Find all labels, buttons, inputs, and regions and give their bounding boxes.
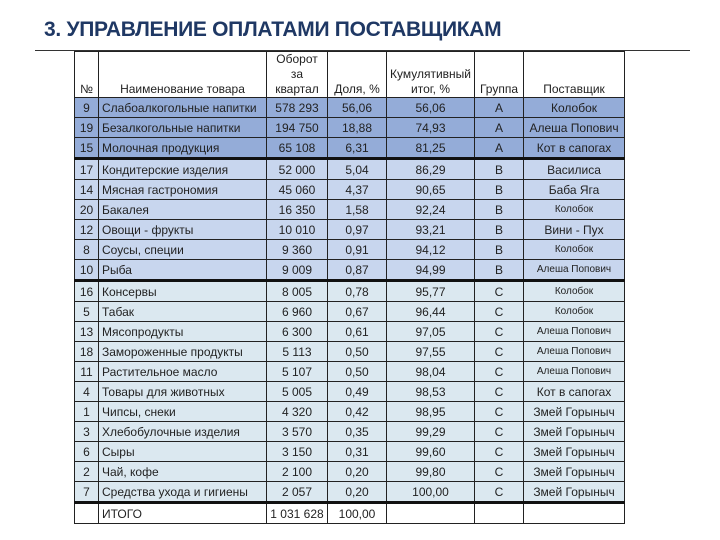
group: C [475,322,524,342]
row-number: 17 [75,159,99,180]
share: 56,06 [328,98,387,118]
group: C [475,482,524,503]
share: 0,20 [328,482,387,503]
turnover: 45 060 [267,180,328,200]
group: B [475,240,524,260]
cumulative: 99,80 [387,462,475,482]
total-row [75,503,625,524]
cumulative: 92,24 [387,200,475,220]
cumulative: 100,00 [387,482,475,503]
product-name: Чай, кофе [99,462,267,482]
table-row [75,322,625,342]
row-number: 3 [75,422,99,442]
total-turnover: 1 031 628 [267,503,328,524]
header-number: № [75,52,99,98]
share: 0,91 [328,240,387,260]
product-name: Средства ухода и гигиены [99,482,267,503]
table-row [75,281,625,302]
empty-cell [475,503,524,524]
share: 0,31 [328,442,387,462]
share: 0,49 [328,382,387,402]
table-row [75,402,625,422]
table-row [75,362,625,382]
product-name: Кондитерские изделия [99,159,267,180]
group: B [475,180,524,200]
row-number: 10 [75,260,99,281]
cumulative: 99,29 [387,422,475,442]
supplier: Змей Горыныч [524,462,625,482]
product-name: Консервы [99,281,267,302]
row-number: 12 [75,220,99,240]
supplier: Василиса [524,159,625,180]
cumulative: 86,29 [387,159,475,180]
table-row [75,342,625,362]
supplier: Кот в сапогах [524,382,625,402]
product-name: Мясопродукты [99,322,267,342]
row-number: 16 [75,281,99,302]
supplier: Змей Горыныч [524,422,625,442]
cumulative: 74,93 [387,118,475,138]
row-number: 6 [75,442,99,462]
row-number: 5 [75,302,99,322]
group: A [475,98,524,118]
share: 0,97 [328,220,387,240]
turnover: 6 300 [267,322,328,342]
supplier: Колобок [524,240,625,260]
cumulative: 94,12 [387,240,475,260]
supplier: Алеша Попович [524,342,625,362]
product-name: Чипсы, снеки [99,402,267,422]
supplier: Колобок [524,281,625,302]
turnover: 6 960 [267,302,328,322]
product-name: Бакалея [99,200,267,220]
turnover: 65 108 [267,138,328,159]
share: 0,35 [328,422,387,442]
group: C [475,422,524,442]
table-row [75,220,625,240]
table-row [75,98,625,118]
cumulative: 93,21 [387,220,475,240]
group: B [475,200,524,220]
table-row [75,462,625,482]
cumulative: 95,77 [387,281,475,302]
group: C [475,302,524,322]
row-number: 18 [75,342,99,362]
supplier: Вини - Пух [524,220,625,240]
row-number: 1 [75,402,99,422]
cumulative: 81,25 [387,138,475,159]
cumulative: 56,06 [387,98,475,118]
product-name: Табак [99,302,267,322]
share: 0,67 [328,302,387,322]
turnover: 9 009 [267,260,328,281]
turnover: 10 010 [267,220,328,240]
share: 0,42 [328,402,387,422]
header-row [75,52,625,98]
cumulative: 94,99 [387,260,475,281]
group: B [475,159,524,180]
turnover: 3 150 [267,442,328,462]
turnover: 8 005 [267,281,328,302]
share: 0,61 [328,322,387,342]
group: C [475,402,524,422]
empty-cell [524,503,625,524]
group: C [475,342,524,362]
supplier: Колобок [524,200,625,220]
supplier: Баба Яга [524,180,625,200]
cumulative: 98,04 [387,362,475,382]
cumulative: 90,65 [387,180,475,200]
share: 0,78 [328,281,387,302]
supplier: Змей Горыныч [524,482,625,503]
group: A [475,138,524,159]
turnover: 5 005 [267,382,328,402]
row-number: 11 [75,362,99,382]
table-row [75,260,625,281]
supplier: Змей Горыныч [524,402,625,422]
table-row [75,482,625,503]
table-row [75,159,625,180]
product-name: Замороженные продукты [99,342,267,362]
cumulative: 99,60 [387,442,475,462]
supplier: Колобок [524,98,625,118]
row-number: 19 [75,118,99,138]
table-row [75,422,625,442]
header-product-name: Наименование товара [99,52,267,98]
supplier: Кот в сапогах [524,138,625,159]
supplier: Алеша Попович [524,260,625,281]
table-row [75,200,625,220]
share: 1,58 [328,200,387,220]
total-number [75,503,99,524]
header-share: Доля, % [328,52,387,98]
share: 4,37 [328,180,387,200]
share: 6,31 [328,138,387,159]
share: 0,87 [328,260,387,281]
turnover: 578 293 [267,98,328,118]
cumulative: 97,05 [387,322,475,342]
turnover: 3 570 [267,422,328,442]
product-name: Растительное масло [99,362,267,382]
group: B [475,260,524,281]
table-row [75,442,625,462]
total-share: 100,00 [328,503,387,524]
table-row [75,118,625,138]
abc-analysis-table [74,51,625,524]
supplier: Алеша Попович [524,362,625,382]
row-number: 14 [75,180,99,200]
row-number: 15 [75,138,99,159]
turnover: 2 100 [267,462,328,482]
header-turnover: Оборот за квартал [267,52,328,98]
page-title: 3. УПРАВЛЕНИЕ ОПЛАТАМИ ПОСТАВЩИКАМ [44,18,502,41]
product-name: Молочная продукция [99,138,267,159]
turnover: 2 057 [267,482,328,503]
turnover: 16 350 [267,200,328,220]
share: 0,50 [328,342,387,362]
empty-cell [387,503,475,524]
row-number: 4 [75,382,99,402]
supplier: Алеша Попович [524,322,625,342]
supplier: Алеша Попович [524,118,625,138]
turnover: 5 107 [267,362,328,382]
row-number: 2 [75,462,99,482]
turnover: 5 113 [267,342,328,362]
row-number: 7 [75,482,99,503]
table-row [75,240,625,260]
cumulative: 98,53 [387,382,475,402]
table-row [75,382,625,402]
row-number: 20 [75,200,99,220]
turnover: 52 000 [267,159,328,180]
header-cumulative: Кумулятивный итог, % [387,52,475,98]
cumulative: 98,95 [387,402,475,422]
product-name: Товары для животных [99,382,267,402]
header-group: Группа [475,52,524,98]
row-number: 8 [75,240,99,260]
row-number: 9 [75,98,99,118]
supplier: Колобок [524,302,625,322]
total-label: ИТОГО [99,503,267,524]
header-supplier: Поставщик [524,52,625,98]
product-name: Безалкогольные напитки [99,118,267,138]
group: C [475,442,524,462]
product-name: Соусы, специи [99,240,267,260]
group: C [475,281,524,302]
share: 0,50 [328,362,387,382]
turnover: 4 320 [267,402,328,422]
cumulative: 97,55 [387,342,475,362]
share: 18,88 [328,118,387,138]
supplier: Змей Горыныч [524,442,625,462]
table-row [75,180,625,200]
product-name: Сыры [99,442,267,462]
table-row [75,138,625,159]
share: 0,20 [328,462,387,482]
turnover: 194 750 [267,118,328,138]
group: C [475,362,524,382]
product-name: Рыба [99,260,267,281]
product-name: Овощи - фрукты [99,220,267,240]
group: B [475,220,524,240]
table-row [75,302,625,322]
group: A [475,118,524,138]
product-name: Мясная гастрономия [99,180,267,200]
cumulative: 96,44 [387,302,475,322]
product-name: Хлебобулочные изделия [99,422,267,442]
group: C [475,462,524,482]
product-name: Слабоалкогольные напитки [99,98,267,118]
turnover: 9 360 [267,240,328,260]
row-number: 13 [75,322,99,342]
group: C [475,382,524,402]
share: 5,04 [328,159,387,180]
